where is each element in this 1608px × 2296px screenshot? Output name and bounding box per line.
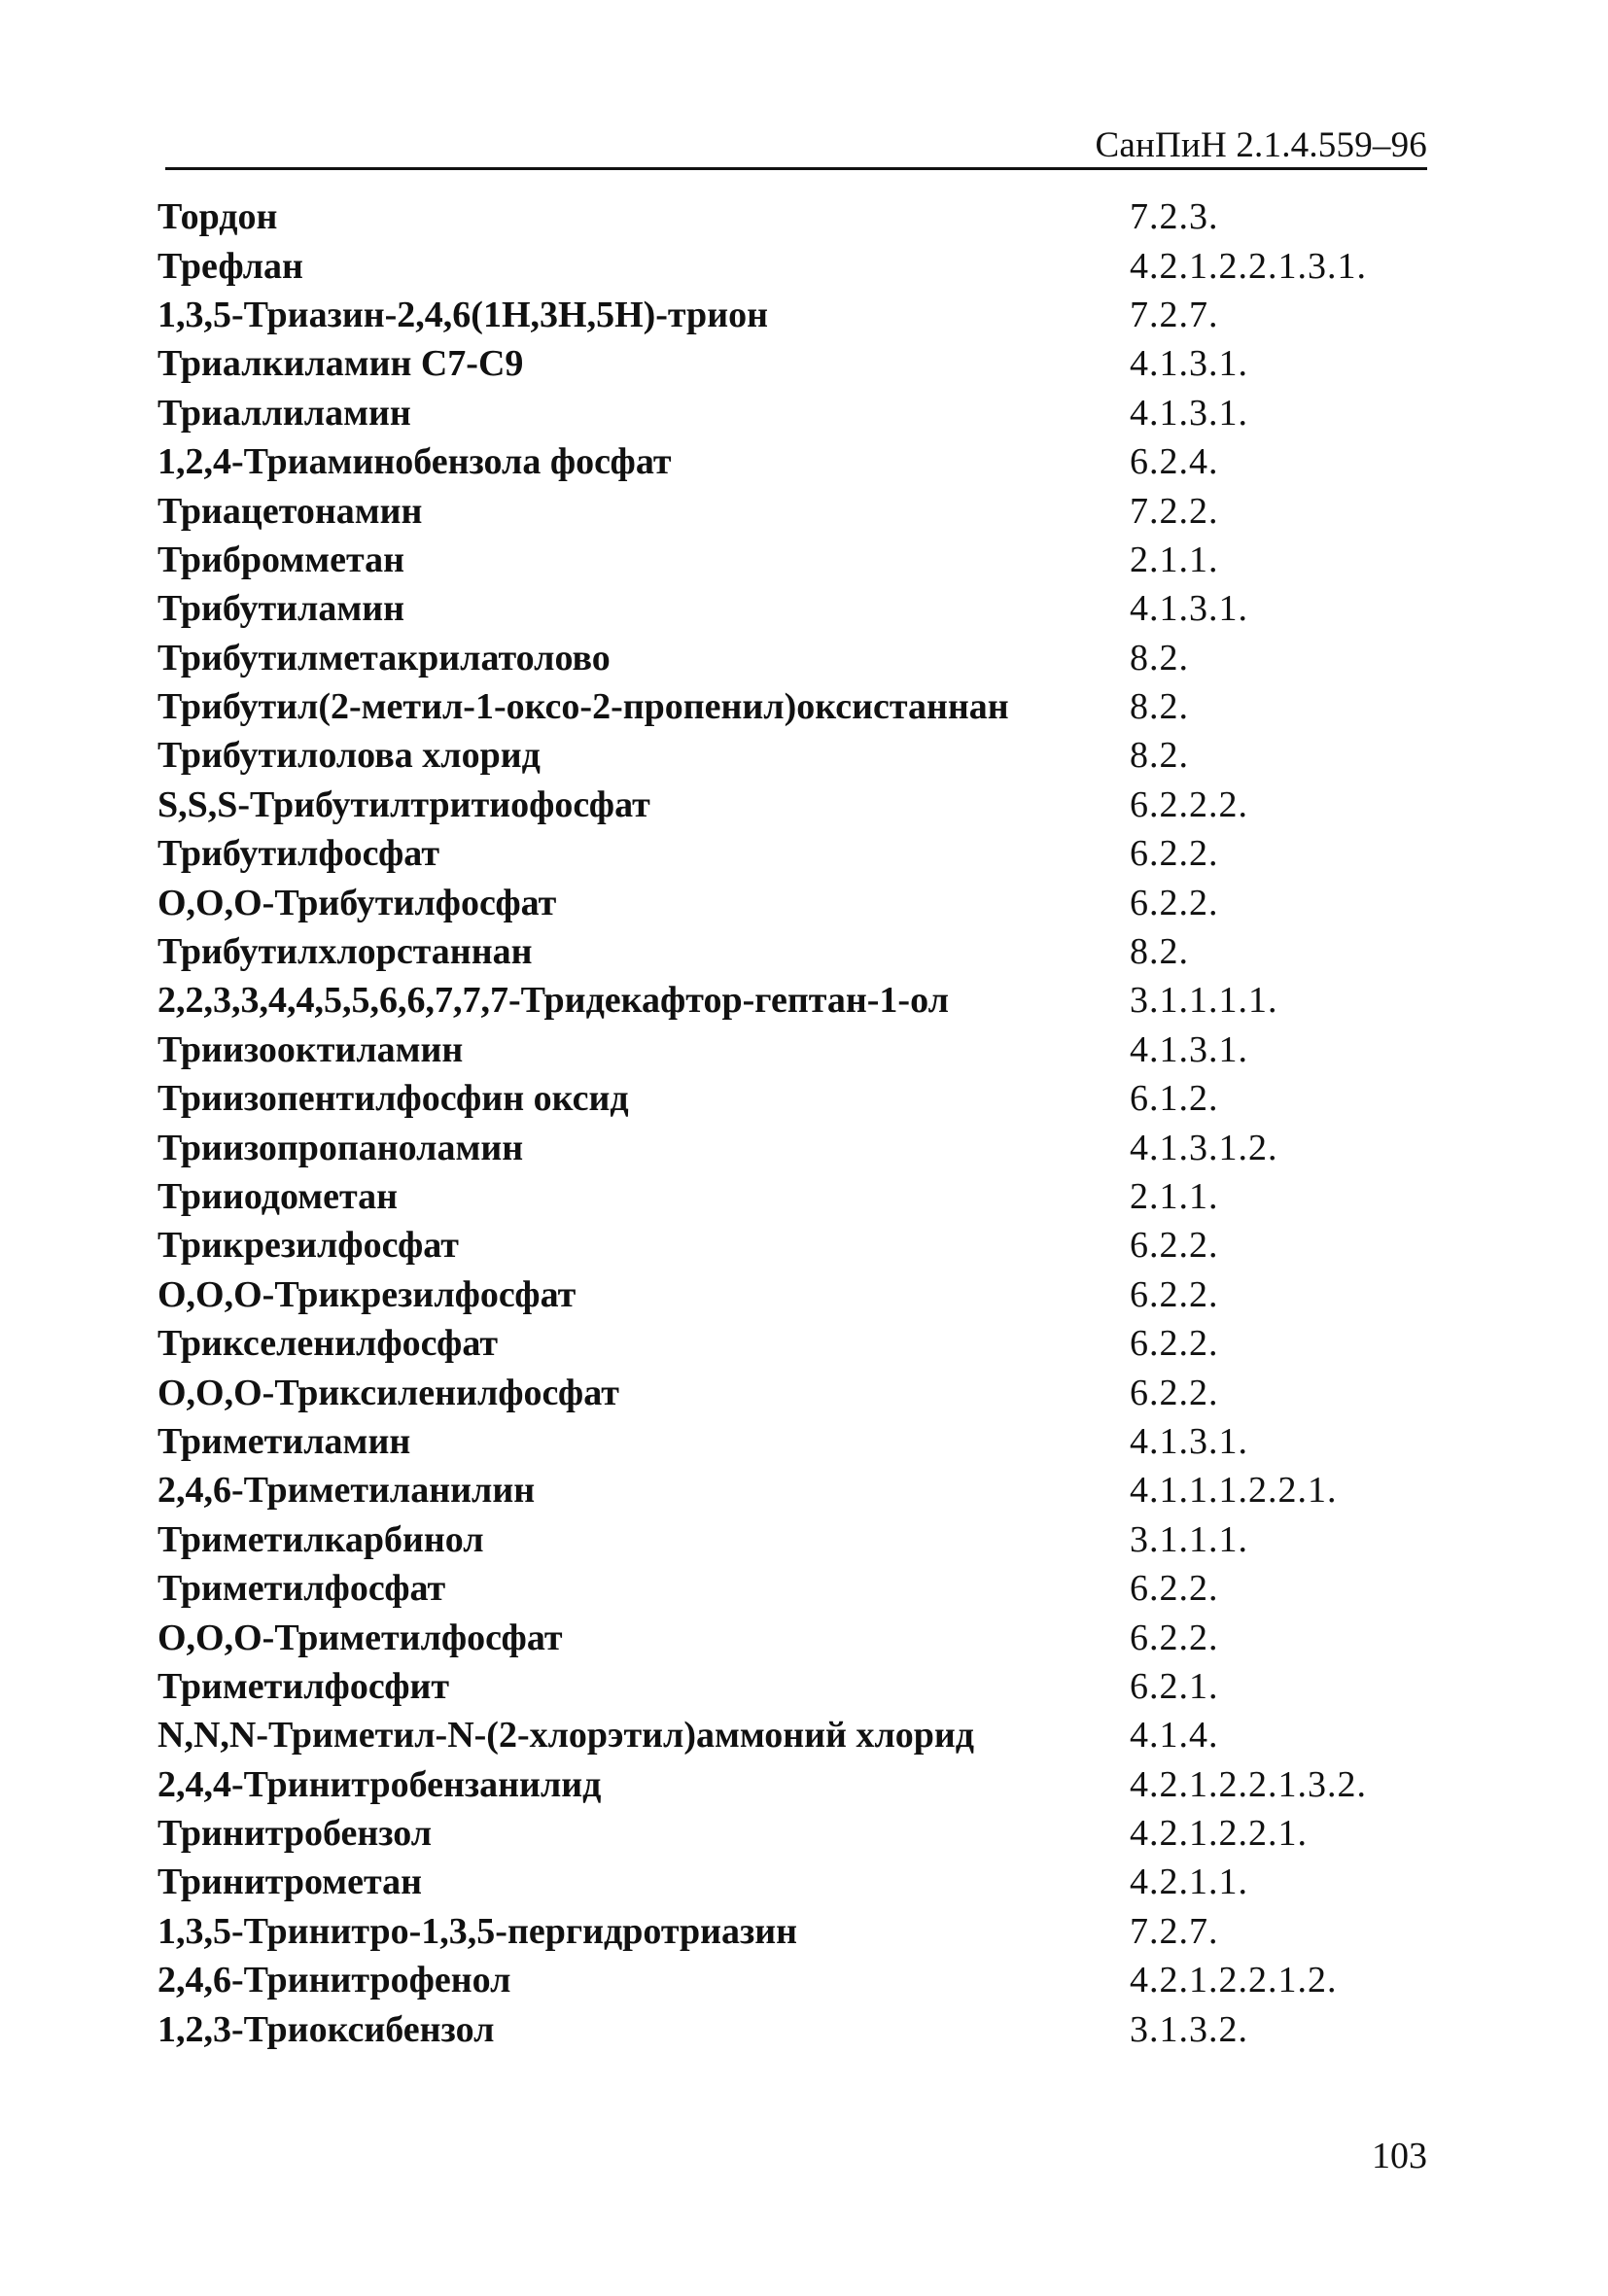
index-section-ref: 6.2.2.	[1130, 1568, 1219, 1610]
index-term: Триизопентилфосфин оксид	[157, 1078, 629, 1120]
index-section-ref: 7.2.3.	[1130, 196, 1219, 238]
index-term: О,О,О-Триксиленилфосфат	[157, 1372, 619, 1413]
index-term: О,О,О-Трикрезилфосфат	[157, 1273, 577, 1315]
index-section-ref: 7.2.2.	[1130, 490, 1219, 532]
index-term: S,S,S-Трибутилтритиофосфат	[157, 783, 650, 825]
index-entry	[157, 1319, 1421, 1368]
index-entry	[157, 781, 1421, 829]
index-term: 1,2,3-Триоксибензол	[157, 2008, 495, 2050]
index-term: Трибутиламин	[157, 588, 405, 630]
header-rule	[165, 167, 1427, 170]
index-section-ref: 8.2.	[1130, 735, 1189, 777]
index-entry	[157, 878, 1421, 926]
index-term: Тринитрометан	[157, 1861, 423, 1903]
index-section-ref: 2.1.1.	[1130, 539, 1219, 580]
index-term: N,N,N-Триметил-N-(2-хлорэтил)аммоний хлорид	[157, 1715, 975, 1757]
index-entry	[157, 927, 1421, 976]
index-term: Трибромметан	[157, 539, 404, 580]
index-entry	[157, 1907, 1421, 1956]
index-section-ref: 6.2.2.2.	[1130, 783, 1248, 825]
index-section-ref: 4.2.1.2.2.1.3.2.	[1130, 1763, 1367, 1805]
index-entry	[157, 1270, 1421, 1319]
index-section-ref: 4.1.3.1.	[1130, 392, 1248, 434]
page-number: 103	[1372, 2136, 1427, 2176]
index-section-ref: 8.2.	[1130, 686, 1189, 728]
index-entry	[157, 241, 1421, 290]
index-section-ref: 4.1.3.1.	[1130, 343, 1248, 385]
index-list	[157, 192, 1421, 2054]
index-term: Триметилфосфит	[157, 1665, 450, 1707]
index-term: 1,3,5-Триазин-2,4,6(1Н,3Н,5Н)-трион	[157, 294, 768, 335]
index-entry	[157, 1074, 1421, 1123]
index-term: Трикселенилфосфат	[157, 1323, 498, 1365]
index-term: Трибутилолова хлорид	[157, 735, 541, 777]
index-section-ref: 8.2.	[1130, 637, 1189, 678]
index-section-ref: 4.2.1.1.	[1130, 1861, 1248, 1903]
index-entry	[157, 634, 1421, 682]
index-section-ref: 4.2.1.2.2.1.	[1130, 1813, 1308, 1855]
index-term: 2,4,4-Тринитробензанилид	[157, 1763, 602, 1805]
index-term: Трикрезилфосфат	[157, 1225, 459, 1267]
index-term: Трибутилфосфат	[157, 833, 439, 875]
index-section-ref: 6.2.4.	[1130, 441, 1219, 483]
index-section-ref: 6.2.2.	[1130, 833, 1219, 875]
index-entry	[157, 339, 1421, 388]
index-section-ref: 4.1.1.1.2.2.1.	[1130, 1470, 1338, 1512]
index-term: Трефлан	[157, 245, 303, 287]
index-term: О,О,О-Трибутилфосфат	[157, 882, 557, 923]
index-term: 1,2,4-Триаминобензола фосфат	[157, 441, 672, 483]
index-section-ref: 7.2.7.	[1130, 294, 1219, 335]
index-entry	[157, 291, 1421, 339]
index-section-ref: 4.1.4.	[1130, 1715, 1219, 1757]
index-section-ref: 4.1.3.1.2.	[1130, 1127, 1278, 1168]
index-section-ref: 4.1.3.1.	[1130, 1028, 1248, 1070]
index-term: Триизооктиламин	[157, 1028, 464, 1070]
index-entry	[157, 1564, 1421, 1613]
index-term: Триметиламин	[157, 1420, 411, 1462]
index-term: 2,2,3,3,4,4,5,5,6,6,7,7,7-Тридекафтор-гептан-1-ол	[157, 980, 949, 1022]
index-section-ref: 6.2.2.	[1130, 1617, 1219, 1658]
index-entry	[157, 1613, 1421, 1661]
index-term: 2,4,6-Триметиланилин	[157, 1470, 536, 1512]
index-section-ref: 2.1.1.	[1130, 1176, 1219, 1217]
index-entry	[157, 1515, 1421, 1564]
index-section-ref: 6.2.2.	[1130, 882, 1219, 923]
index-term: Триметилкарбинол	[157, 1518, 484, 1560]
index-entry	[157, 536, 1421, 584]
index-entry	[157, 1956, 1421, 2004]
index-entry	[157, 731, 1421, 780]
index-entry	[157, 1711, 1421, 1759]
index-entry	[157, 437, 1421, 486]
index-entry	[157, 486, 1421, 535]
index-entry	[157, 1026, 1421, 1074]
index-entry	[157, 1221, 1421, 1270]
index-entry	[157, 1809, 1421, 1858]
index-entry	[157, 1662, 1421, 1711]
index-term: Трибутилхлорстаннан	[157, 931, 533, 973]
index-section-ref: 4.2.1.2.2.1.3.1.	[1130, 245, 1367, 287]
index-entry	[157, 682, 1421, 731]
index-entry	[157, 829, 1421, 878]
index-section-ref: 4.1.3.1.	[1130, 1420, 1248, 1462]
index-term: Трибутилметакрилатолово	[157, 637, 611, 678]
index-section-ref: 3.1.3.2.	[1130, 2008, 1248, 2050]
index-term: Тринитробензол	[157, 1813, 433, 1855]
index-term: Триацетонамин	[157, 490, 423, 532]
index-entry	[157, 1123, 1421, 1171]
index-term: Триалкиламин С7-С9	[157, 343, 524, 385]
index-entry	[157, 1466, 1421, 1514]
index-section-ref: 6.2.2.	[1130, 1225, 1219, 1267]
index-entry	[157, 976, 1421, 1025]
index-section-ref: 6.2.2.	[1130, 1372, 1219, 1413]
index-term: Трииодометан	[157, 1176, 398, 1217]
index-term: О,О,О-Триметилфосфат	[157, 1617, 563, 1658]
index-section-ref: 6.1.2.	[1130, 1078, 1219, 1120]
index-term: Тордон	[157, 196, 278, 238]
index-entry	[157, 389, 1421, 437]
index-entry	[157, 1172, 1421, 1221]
index-term: Триизопропаноламин	[157, 1127, 524, 1168]
index-term: 2,4,6-Тринитрофенол	[157, 1960, 511, 2001]
index-section-ref: 4.1.3.1.	[1130, 588, 1248, 630]
index-section-ref: 6.2.2.	[1130, 1323, 1219, 1365]
index-section-ref: 6.2.1.	[1130, 1665, 1219, 1707]
index-term: Трибутил(2-метил-1-оксо-2-пропенил)оксистаннан	[157, 686, 1009, 728]
index-entry	[157, 584, 1421, 633]
index-entry	[157, 1858, 1421, 1906]
index-section-ref: 3.1.1.1.	[1130, 1518, 1248, 1560]
document-code: СанПиН 2.1.4.559–96	[1095, 125, 1427, 165]
index-entry	[157, 1760, 1421, 1809]
index-section-ref: 8.2.	[1130, 931, 1189, 973]
index-entry	[157, 1368, 1421, 1416]
index-entry	[157, 1417, 1421, 1466]
index-section-ref: 7.2.7.	[1130, 1910, 1219, 1952]
index-entry	[157, 2004, 1421, 2053]
index-term: 1,3,5-Тринитро-1,3,5-пергидротриазин	[157, 1910, 798, 1952]
index-entry	[157, 192, 1421, 241]
index-section-ref: 6.2.2.	[1130, 1273, 1219, 1315]
index-section-ref: 4.2.1.2.2.1.2.	[1130, 1960, 1338, 2001]
index-term: Триаллиламин	[157, 392, 411, 434]
index-term: Триметилфосфат	[157, 1568, 446, 1610]
index-section-ref: 3.1.1.1.1.	[1130, 980, 1278, 1022]
